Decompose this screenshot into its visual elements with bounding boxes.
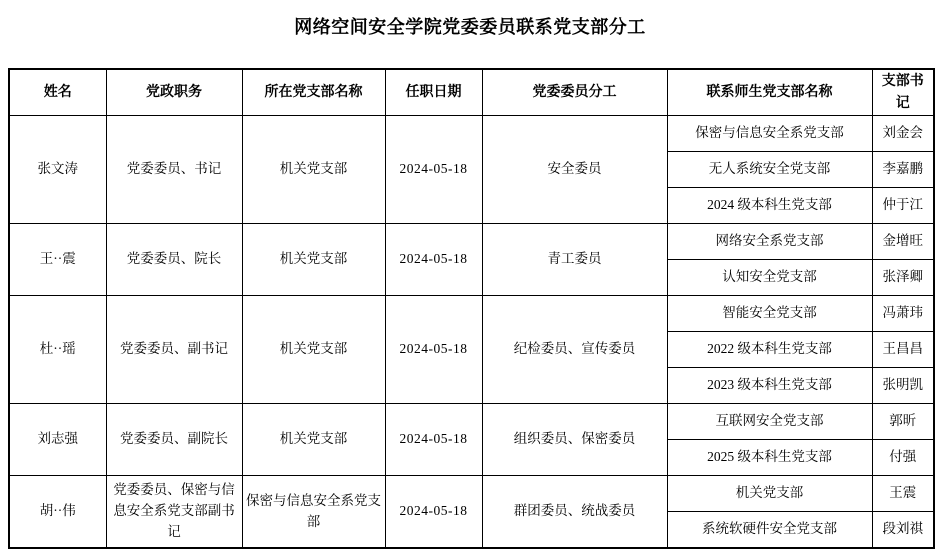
own-branch-cell: 机关党支部	[242, 224, 385, 296]
header-secretary: 支部书记	[872, 69, 934, 116]
linked-branch-cell: 2023 级本科生党支部	[667, 368, 872, 404]
linked-branch-cell: 无人系统安全党支部	[667, 152, 872, 188]
header-linked-branch: 联系师生党支部名称	[667, 69, 872, 116]
branch-secretary-cell: 段刘祺	[872, 512, 934, 548]
linked-branch-cell: 2022 级本科生党支部	[667, 332, 872, 368]
linked-branch-cell: 网络安全系党支部	[667, 224, 872, 260]
branch-secretary-cell: 张泽卿	[872, 260, 934, 296]
branch-secretary-cell: 郭昕	[872, 404, 934, 440]
header-date: 任职日期	[385, 69, 482, 116]
header-position: 党政职务	[106, 69, 242, 116]
table-row	[9, 116, 934, 152]
branch-secretary-cell: 刘金会	[872, 116, 934, 152]
position-cell: 党委委员、院长	[106, 224, 242, 296]
table-row	[9, 296, 934, 332]
branch-secretary-cell: 仲于江	[872, 188, 934, 224]
branch-secretary-cell: 金增旺	[872, 224, 934, 260]
position-cell: 党委委员、副院长	[106, 404, 242, 476]
member-name-cell: 张文涛	[9, 116, 106, 224]
branch-secretary-cell: 李嘉鹏	[872, 152, 934, 188]
linked-branch-cell: 2024 级本科生党支部	[667, 188, 872, 224]
own-branch-cell: 保密与信息安全系党支部	[242, 476, 385, 548]
member-name-cell: 杜··瑶	[9, 296, 106, 404]
appointment-date-cell: 2024-05-18	[385, 476, 482, 548]
appointment-date-cell: 2024-05-18	[385, 296, 482, 404]
duty-cell: 组织委员、保密委员	[482, 404, 667, 476]
branch-secretary-cell: 王震	[872, 476, 934, 512]
own-branch-cell: 机关党支部	[242, 116, 385, 224]
header-own-branch: 所在党支部名称	[242, 69, 385, 116]
linked-branch-cell: 智能安全党支部	[667, 296, 872, 332]
assignments-table	[8, 68, 935, 549]
member-name-cell: 刘志强	[9, 404, 106, 476]
member-name-cell: 胡··伟	[9, 476, 106, 548]
header-row	[9, 69, 934, 116]
table-row	[9, 476, 934, 512]
header-name: 姓名	[9, 69, 106, 116]
linked-branch-cell: 机关党支部	[667, 476, 872, 512]
position-cell: 党委委员、保密与信息安全系党支部副书记	[106, 476, 242, 548]
member-name-cell: 王··震	[9, 224, 106, 296]
appointment-date-cell: 2024-05-18	[385, 224, 482, 296]
appointment-date-cell: 2024-05-18	[385, 116, 482, 224]
position-cell: 党委委员、副书记	[106, 296, 242, 404]
duty-cell: 青工委员	[482, 224, 667, 296]
linked-branch-cell: 系统软硬件安全党支部	[667, 512, 872, 548]
linked-branch-cell: 认知安全党支部	[667, 260, 872, 296]
branch-secretary-cell: 张明凯	[872, 368, 934, 404]
branch-secretary-cell: 冯萧玮	[872, 296, 934, 332]
duty-cell: 群团委员、统战委员	[482, 476, 667, 548]
page-title: 网络空间安全学院党委委员联系党支部分工	[294, 17, 646, 37]
branch-secretary-cell: 付强	[872, 440, 934, 476]
own-branch-cell: 机关党支部	[242, 404, 385, 476]
linked-branch-cell: 互联网安全党支部	[667, 404, 872, 440]
header-duty: 党委委员分工	[482, 69, 667, 116]
table-row	[9, 224, 934, 260]
linked-branch-cell: 保密与信息安全系党支部	[667, 116, 872, 152]
appointment-date-cell: 2024-05-18	[385, 404, 482, 476]
duty-cell: 安全委员	[482, 116, 667, 224]
duty-cell: 纪检委员、宣传委员	[482, 296, 667, 404]
own-branch-cell: 机关党支部	[242, 296, 385, 404]
table-row	[9, 404, 934, 440]
linked-branch-cell: 2025 级本科生党支部	[667, 440, 872, 476]
branch-secretary-cell: 王昌昌	[872, 332, 934, 368]
position-cell: 党委委员、书记	[106, 116, 242, 224]
